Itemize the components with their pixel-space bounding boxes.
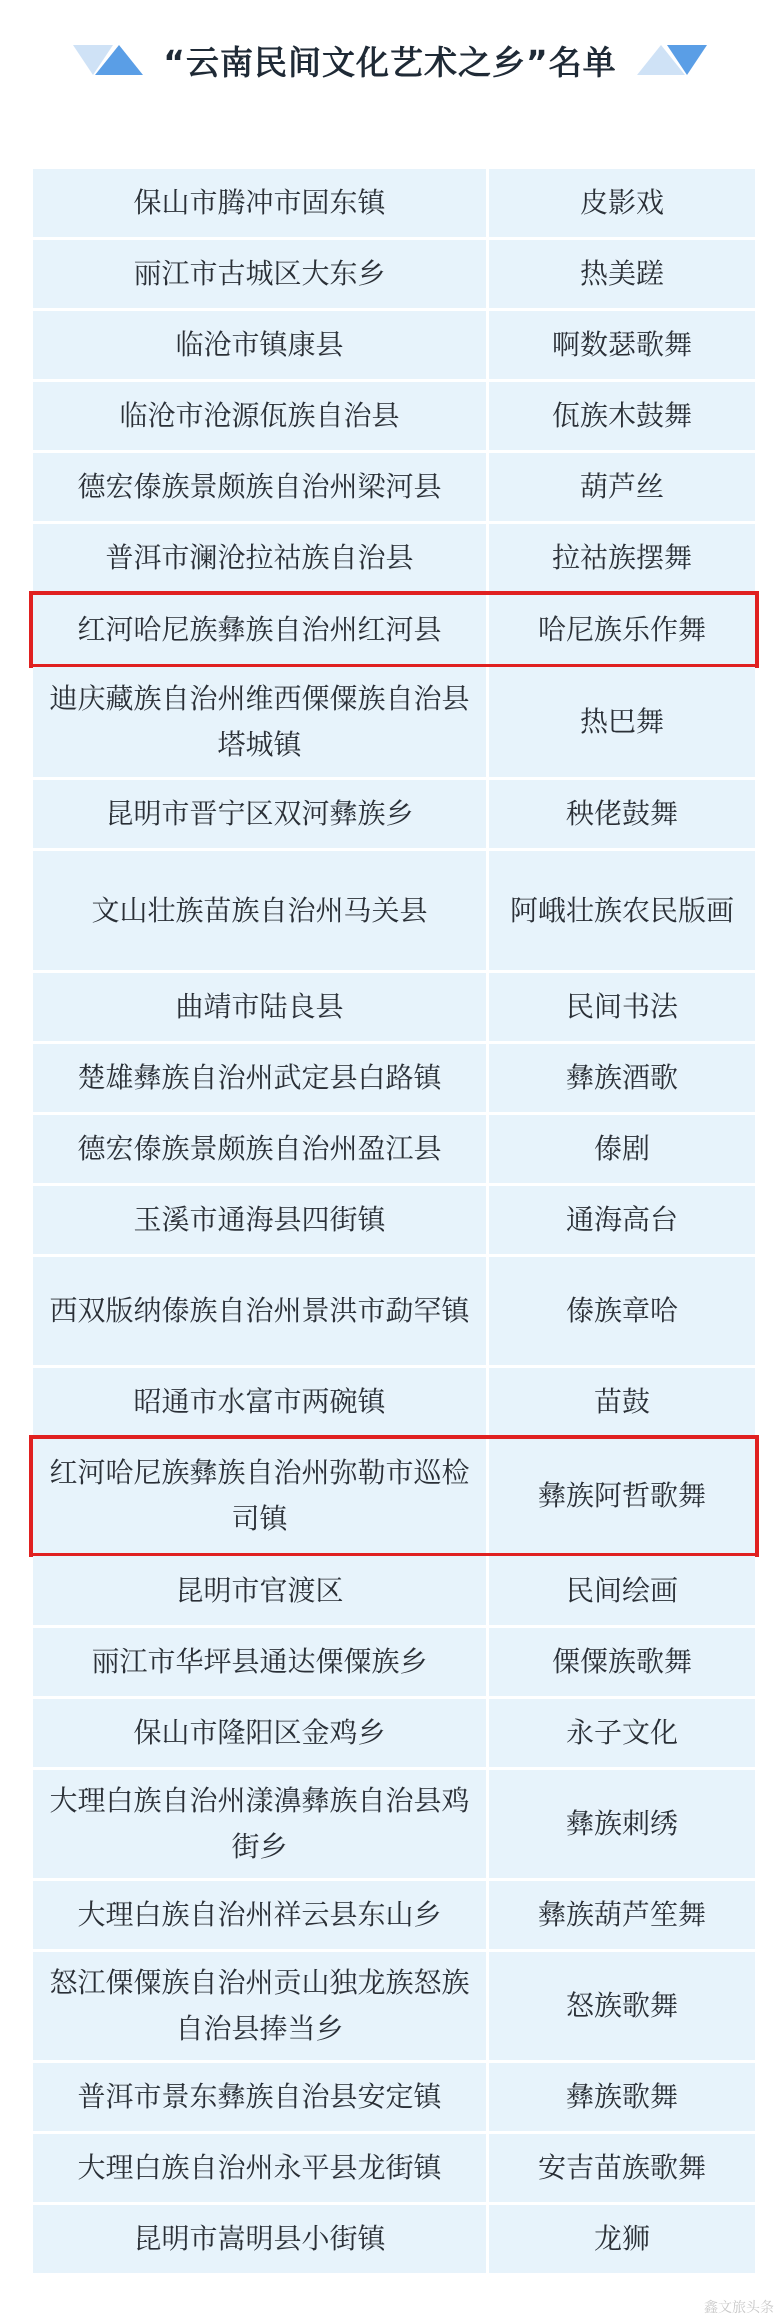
art-cell: 佤族木鼓舞	[551, 399, 692, 432]
table-row	[33, 1628, 755, 1699]
table-row-highlighted	[33, 595, 755, 667]
table-row	[33, 2063, 755, 2134]
table-row	[33, 382, 755, 453]
art-cell: 彝族葫芦笙舞	[537, 1898, 706, 1931]
table-row	[33, 240, 755, 311]
art-cell: 皮影戏	[579, 186, 664, 219]
region-cell: 曲靖市陆良县	[33, 973, 489, 1041]
region-cell: 昆明市晋宁区双河彝族乡	[33, 780, 489, 848]
table-row	[33, 2134, 755, 2205]
table-row	[33, 1556, 755, 1628]
table-row	[33, 1115, 755, 1186]
region-cell: 德宏傣族景颇族自治州盈江县	[33, 1115, 489, 1183]
art-cell: 永子文化	[565, 1716, 678, 1749]
region-cell: 西双版纳傣族自治州景洪市勐罕镇	[33, 1257, 489, 1365]
region-cell: 普洱市澜沧拉祜族自治县	[33, 524, 489, 592]
region-cell: 昆明市嵩明县小街镇	[33, 2205, 489, 2273]
art-cell: 啊数瑟歌舞	[551, 328, 692, 361]
table-row	[33, 1952, 755, 2063]
region-cell: 保山市隆阳区金鸡乡	[33, 1699, 489, 1767]
art-cell: 傣剧	[593, 1132, 650, 1165]
table-row	[33, 1881, 755, 1952]
region-cell: 红河哈尼族彝族自治州红河县	[33, 595, 489, 664]
art-cell: 苗鼓	[593, 1385, 650, 1418]
art-cell: 彝族歌舞	[565, 2080, 678, 2113]
table-row	[33, 169, 755, 240]
list-table	[33, 168, 755, 2276]
art-cell: 傣族章哈	[565, 1294, 678, 1327]
left-triangle-icon	[73, 45, 143, 75]
art-cell: 怒族歌舞	[565, 1989, 678, 2022]
table-row	[33, 524, 755, 595]
art-cell: 彝族酒歌	[565, 1061, 678, 1094]
table-row	[33, 667, 755, 780]
region-cell: 临沧市镇康县	[33, 311, 489, 379]
table-row	[33, 780, 755, 851]
art-cell: 秧佬鼓舞	[565, 797, 678, 830]
region-cell: 德宏傣族景颇族自治州梁河县	[33, 453, 489, 521]
right-triangle-icon	[637, 45, 707, 75]
region-cell: 大理白族自治州漾濞彝族自治县鸡街乡	[33, 1770, 489, 1878]
art-cell: 葫芦丝	[579, 470, 664, 503]
region-cell: 文山壮族苗族自治州马关县	[33, 851, 489, 970]
table-row	[33, 973, 755, 1044]
region-cell: 临沧市沧源佤族自治县	[33, 382, 489, 450]
region-cell: 怒江傈僳族自治州贡山独龙族怒族自治县捧当乡	[33, 1952, 489, 2060]
table-row	[33, 1368, 755, 1439]
footer	[0, 2300, 780, 2317]
table-row	[33, 1770, 755, 1881]
region-cell: 丽江市古城区大东乡	[33, 240, 489, 308]
region-cell: 大理白族自治州永平县龙街镇	[33, 2134, 489, 2202]
header	[0, 30, 780, 90]
region-cell: 迪庆藏族自治州维西傈僳族自治县塔城镇	[33, 667, 489, 777]
art-cell: 热巴舞	[579, 705, 664, 738]
art-cell: 拉祜族摆舞	[551, 541, 692, 574]
region-cell: 玉溪市通海县四街镇	[33, 1186, 489, 1254]
table-row	[33, 1257, 755, 1368]
region-cell: 丽江市华坪县通达傈僳族乡	[33, 1628, 489, 1696]
region-cell: 昭通市水富市两碗镇	[33, 1368, 489, 1436]
table-row	[33, 1044, 755, 1115]
art-cell: 通海高台	[565, 1203, 678, 1236]
art-cell: 民间书法	[565, 990, 678, 1023]
art-cell: 彝族阿哲歌舞	[537, 1479, 706, 1512]
art-cell: 哈尼族乐作舞	[537, 612, 706, 646]
region-cell: 昆明市官渡区	[33, 1556, 489, 1625]
art-cell: 安吉苗族歌舞	[537, 2151, 706, 2184]
art-cell: 龙狮	[593, 2222, 650, 2255]
table-row	[33, 851, 755, 973]
region-cell: 红河哈尼族彝族自治州弥勒市巡检司镇	[33, 1439, 489, 1553]
table-row	[33, 311, 755, 382]
table-row	[33, 1699, 755, 1770]
table-row	[33, 2205, 755, 2276]
region-cell: 大理白族自治州祥云县东山乡	[33, 1881, 489, 1949]
art-cell: 阿峨壮族农民版画	[509, 893, 734, 927]
art-cell: 傈僳族歌舞	[551, 1645, 692, 1678]
table-row	[33, 453, 755, 524]
art-cell: 彝族刺绣	[565, 1807, 678, 1840]
art-cell: 热美蹉	[579, 257, 664, 290]
table-row	[33, 1186, 755, 1257]
art-cell: 民间绘画	[565, 1573, 678, 1607]
page-title: “云南民间文化艺术之乡”名单	[163, 42, 617, 82]
region-cell: 楚雄彝族自治州武定县白路镇	[33, 1044, 489, 1112]
watermark-text: 鑫文旅头条	[704, 2300, 774, 2316]
region-cell: 普洱市景东彝族自治县安定镇	[33, 2063, 489, 2131]
table-row-highlighted	[33, 1439, 755, 1556]
region-cell: 保山市腾冲市固东镇	[33, 169, 489, 237]
